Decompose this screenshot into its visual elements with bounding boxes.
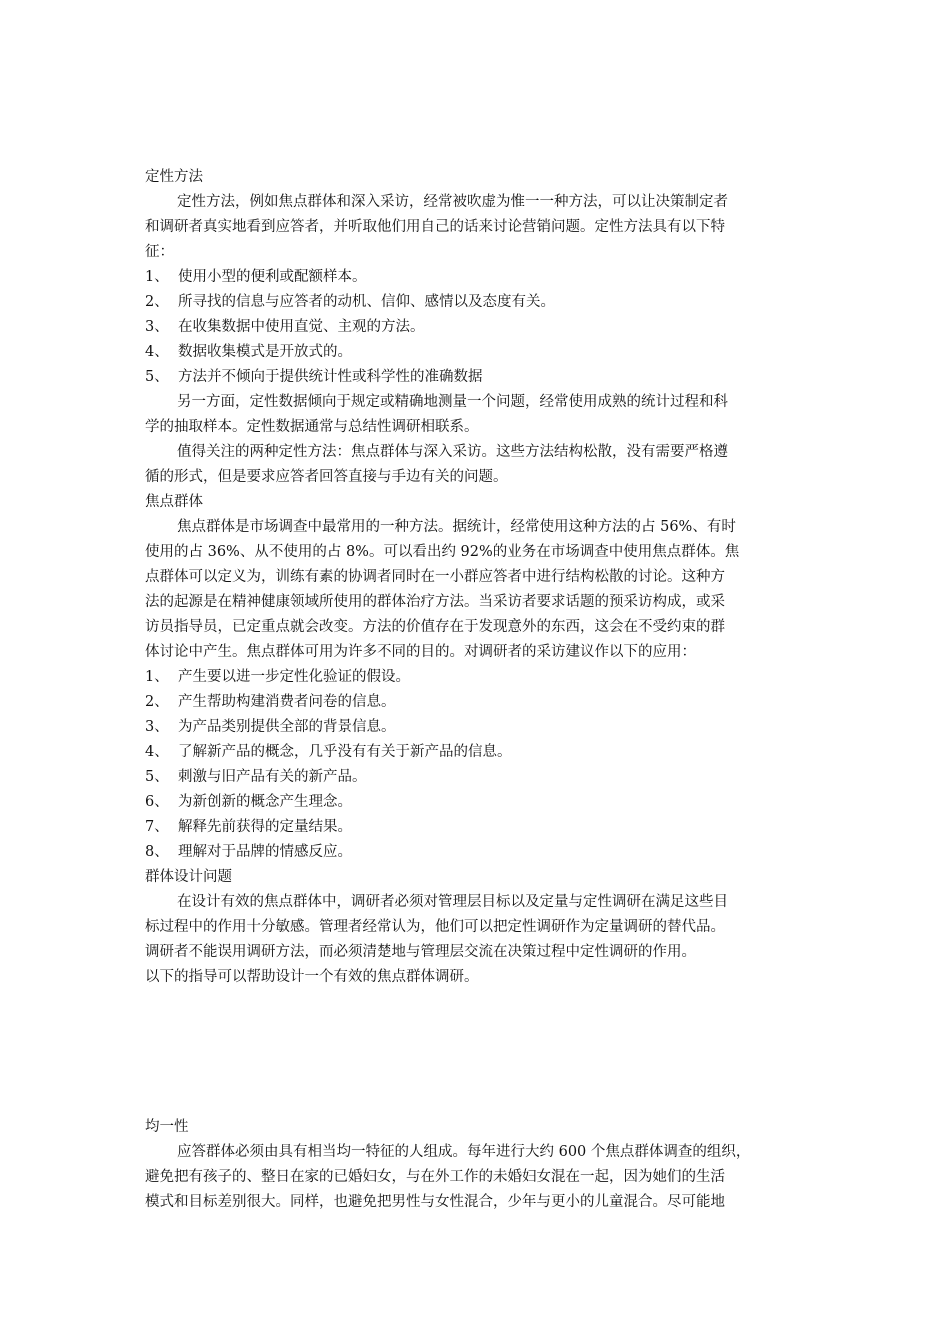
- paragraph-line: 循的形式，但是要求应答者回答直接与手边有关的问题。: [145, 469, 508, 485]
- paragraph-line: 应答群体必须由具有相当均一特征的人组成。每年进行大约 600 个焦点群体调查的组织，: [177, 1144, 751, 1160]
- paragraph-line: 学的抽取样本。定性数据通常与总结性调研相联系。: [145, 419, 479, 435]
- paragraph-line: 访员指导员，已定重点就会改变。方法的价值存在于发现意外的东西，这会在不受约束的群: [145, 619, 725, 635]
- paragraph-line: 法的起源是在精神健康领域所使用的群体治疗方法。当采访者要求话题的预采访构成，或采: [145, 594, 725, 610]
- list-item: [145, 668, 810, 686]
- list-item: [145, 268, 810, 286]
- list-number: 7、: [145, 819, 169, 835]
- list-number: 2、: [145, 694, 169, 710]
- list-item: [145, 343, 810, 361]
- list-text: 方法并不倾向于提供统计性或科学性的准确数据: [178, 369, 483, 385]
- paragraph-line: 征：: [145, 244, 174, 260]
- section-title-group-design: 群体设计问题: [145, 869, 232, 885]
- list-number: 8、: [145, 844, 169, 860]
- list-number: 3、: [145, 719, 169, 735]
- list-item: [145, 718, 810, 736]
- list-text: 在收集数据中使用直觉、主观的方法。: [178, 319, 425, 335]
- list-item: [145, 693, 810, 711]
- paragraph-line: 在设计有效的焦点群体中，调研者必须对管理层目标以及定量与定性调研在满足这些目: [177, 894, 728, 910]
- list-item: [145, 793, 810, 811]
- list-number: 4、: [145, 344, 169, 360]
- paragraph-line: 调研者不能误用调研方法，而必须清楚地与管理层交流在决策过程中定性调研的作用。: [145, 944, 696, 960]
- list-number: 5、: [145, 769, 169, 785]
- paragraph-line: 焦点群体是市场调查中最常用的一种方法。据统计，经常使用这种方法的占 56%、有时: [177, 519, 736, 535]
- list-item: [145, 843, 810, 861]
- list-item: [145, 743, 810, 761]
- list-text: 所寻找的信息与应答者的动机、信仰、感情以及态度有关。: [178, 294, 555, 310]
- list-number: 3、: [145, 319, 169, 335]
- paragraph-line: 点群体可以定义为，训练有素的协调者同时在一小群应答者中进行结构松散的讨论。这种方: [145, 569, 725, 585]
- section-title-focus-group: 焦点群体: [145, 494, 203, 510]
- list-text: 为产品类别提供全部的背景信息。: [178, 719, 396, 735]
- paragraph-line: 模式和目标差别很大。同样，也避免把男性与女性混合，少年与更小的儿童混合。尽可能地: [145, 1194, 725, 1210]
- paragraph-line: 和调研者真实地看到应答者，并听取他们用自己的话来讨论营销问题。定性方法具有以下特: [145, 219, 725, 235]
- paragraph-line: 标过程中的作用十分敏感。管理者经常认为，他们可以把定性调研作为定量调研的替代品。: [145, 919, 725, 935]
- list-item: [145, 768, 810, 786]
- paragraph-line: 体讨论中产生。焦点群体可用为许多不同的目的。对调研者的采访建议作以下的应用：: [145, 644, 696, 660]
- list-number: 1、: [145, 669, 169, 685]
- list-number: 1、: [145, 269, 169, 285]
- section-title-qualitative: 定性方法: [145, 169, 203, 185]
- paragraph-line: 值得关注的两种定性方法：焦点群体与深入采访。这些方法结构松散，没有需要严格遵: [177, 444, 728, 460]
- list-text: 产生帮助构建消费者问卷的信息。: [178, 694, 396, 710]
- list-number: 5、: [145, 369, 169, 385]
- list-text: 使用小型的便利或配额样本。: [178, 269, 367, 285]
- list-text: 解释先前获得的定量结果。: [178, 819, 352, 835]
- list-number: 6、: [145, 794, 169, 810]
- list-item: [145, 318, 810, 336]
- list-number: 4、: [145, 744, 169, 760]
- paragraph-line: 使用的占 36%、从不使用的占 8%。可以看出约 92%的业务在市场调查中使用焦点群体。焦: [145, 544, 740, 560]
- list-number: 2、: [145, 294, 169, 310]
- list-text: 刺激与旧产品有关的新产品。: [178, 769, 367, 785]
- paragraph-line: 避免把有孩子的、整日在家的已婚妇女，与在外工作的未婚妇女混在一起，因为她们的生活: [145, 1169, 725, 1185]
- list-item: [145, 293, 810, 311]
- list-text: 了解新产品的概念，几乎没有有关于新产品的信息。: [178, 744, 512, 760]
- paragraph-line: 定性方法，例如焦点群体和深入采访，经常被吹虚为惟一一种方法，可以让决策制定者: [177, 194, 728, 210]
- paragraph-line: 以下的指导可以帮助设计一个有效的焦点群体调研。: [145, 969, 479, 985]
- paragraph-line: 另一方面，定性数据倾向于规定或精确地测量一个问题，经常使用成熟的统计过程和科: [177, 394, 728, 410]
- list-item: [145, 818, 810, 836]
- list-text: 为新创新的概念产生理念。: [178, 794, 352, 810]
- section-title-homogeneity: 均一性: [145, 1119, 189, 1135]
- list-text: 理解对于品牌的情感反应。: [178, 844, 352, 860]
- list-item: [145, 368, 810, 386]
- list-text: 数据收集模式是开放式的。: [178, 344, 352, 360]
- list-text: 产生要以进一步定性化验证的假设。: [178, 669, 410, 685]
